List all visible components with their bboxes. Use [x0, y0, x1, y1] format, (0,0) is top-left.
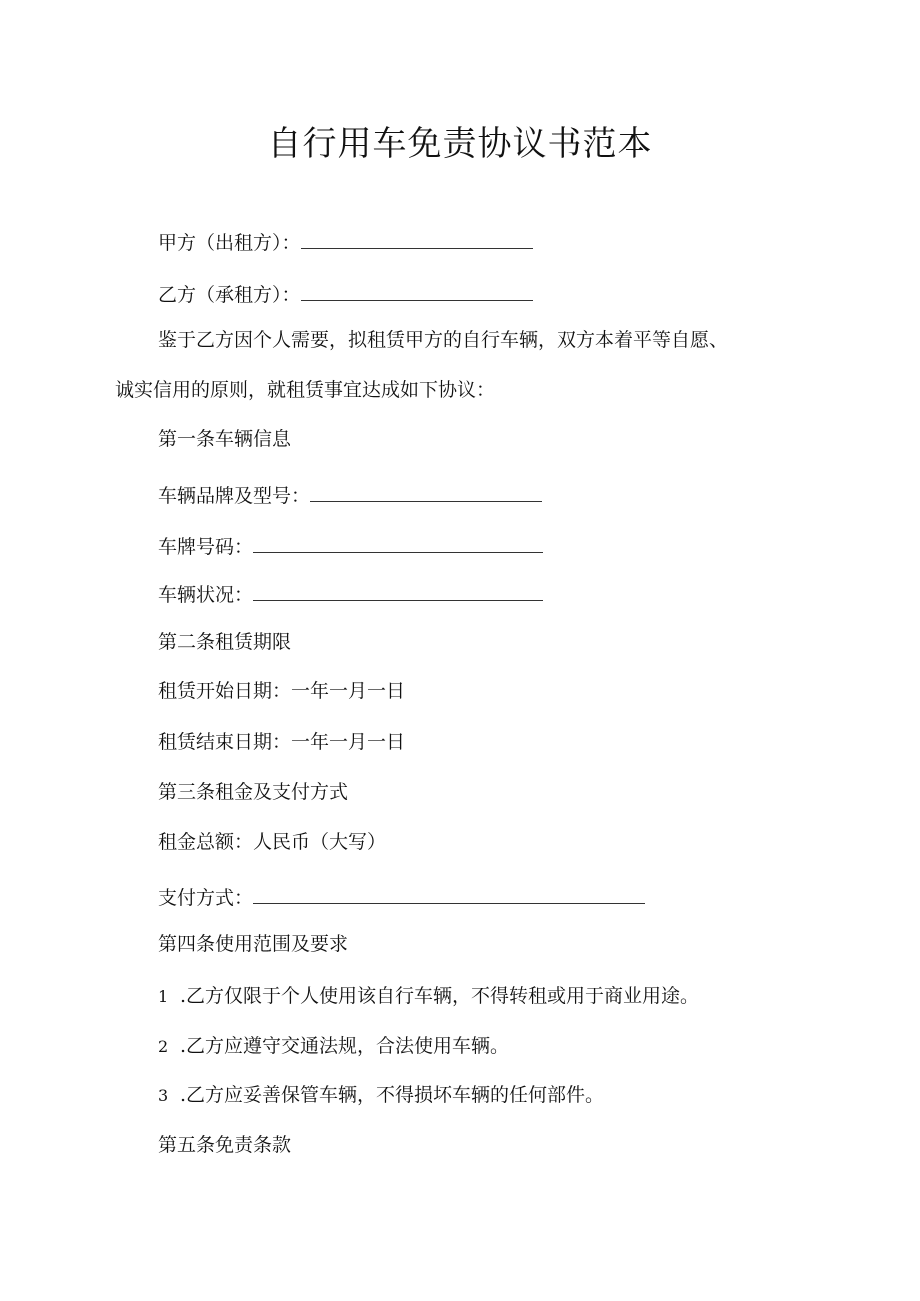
plate-number-blank — [253, 532, 543, 553]
lease-end-date: 租赁结束日期：一年一月一日 — [158, 731, 406, 753]
plate-number-line — [158, 532, 543, 560]
vehicle-brand-label: 车辆品牌及型号： — [158, 485, 311, 507]
intro-paragraph-line-1: 鉴于乙方因个人需要，拟租赁甲方的自行车辆，双方本着平等自愿、 — [158, 329, 729, 351]
party-a-blank — [301, 228, 533, 249]
article-1-heading: 第一条车辆信息 — [158, 428, 292, 450]
party-b-blank — [301, 280, 533, 301]
party-a-label: 甲方（出租方）： — [158, 232, 301, 254]
list-item — [158, 983, 699, 1010]
list-item-text: .乙方应妥善保管车辆，不得损坏车辆的任何部件。 — [180, 1084, 605, 1106]
list-item — [158, 1082, 604, 1109]
list-item-number: 3 — [158, 1086, 169, 1105]
payment-method-label: 支付方式： — [158, 887, 254, 909]
list-item-number: 2 — [158, 1037, 169, 1056]
article-2-heading: 第二条租赁期限 — [158, 631, 292, 653]
list-item — [158, 1033, 509, 1060]
payment-method-line — [158, 883, 645, 911]
article-3-heading: 第三条租金及支付方式 — [158, 781, 349, 803]
party-a-line — [158, 228, 533, 256]
vehicle-condition-label: 车辆状况： — [158, 584, 254, 606]
list-item-text: .乙方仅限于个人使用该自行车辆，不得转租或用于商业用途。 — [180, 985, 700, 1007]
list-item-number: 1 — [158, 987, 169, 1006]
party-b-line — [158, 280, 533, 308]
article-5-heading: 第五条免责条款 — [158, 1134, 292, 1156]
plate-number-label: 车牌号码： — [158, 536, 254, 558]
rent-amount: 租金总额：人民币（大写） — [158, 831, 387, 853]
document-title: 自行用车免责协议书范本 — [267, 124, 653, 164]
vehicle-brand-line — [158, 481, 542, 509]
vehicle-condition-line — [158, 580, 543, 608]
vehicle-condition-blank — [253, 580, 543, 601]
payment-method-blank — [253, 883, 645, 904]
lease-start-date: 租赁开始日期：一年一月一日 — [158, 680, 406, 702]
vehicle-brand-blank — [310, 481, 542, 502]
article-4-heading: 第四条使用范围及要求 — [158, 933, 349, 955]
intro-paragraph-line-2: 诚实信用的原则，就租赁事宜达成如下协议： — [115, 379, 496, 401]
party-b-label: 乙方（承租方）： — [158, 284, 301, 306]
list-item-text: .乙方应遵守交通法规，合法使用车辆。 — [180, 1035, 510, 1057]
